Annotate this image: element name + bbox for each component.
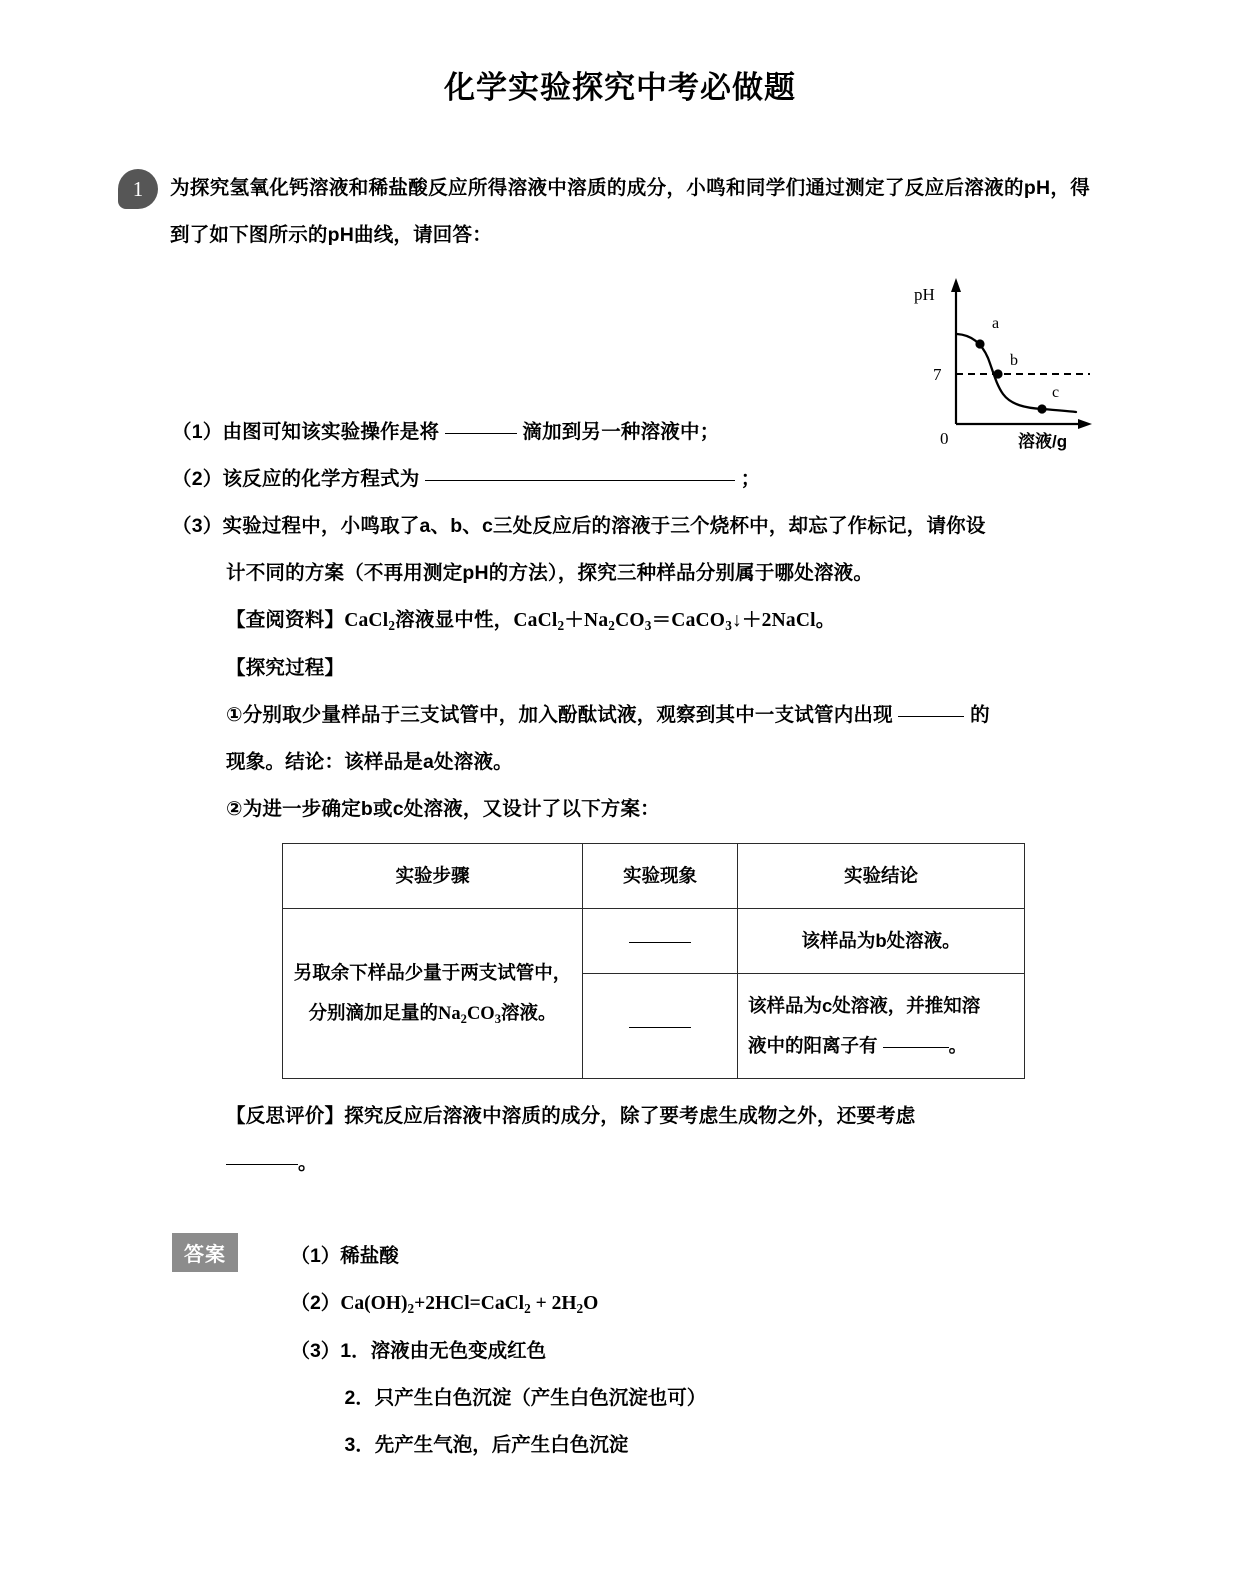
- table-header-step: 实验步骤: [283, 844, 583, 909]
- phenomenon-blank-2[interactable]: [629, 1027, 691, 1028]
- step1-text-before: ①分别取少量样品于三支试管中，加入酚酞试液，观察到其中一支试管内出现: [226, 704, 893, 726]
- answer-item-1: （1）稀盐酸: [290, 1245, 399, 1267]
- sub1-blank[interactable]: [445, 433, 517, 434]
- answer-badge: 答案: [172, 1233, 238, 1272]
- reference-equation: $CaCl_2+Na_2CO_3=CaCO_3↓+2NaCl$。: [513, 610, 836, 633]
- sub-question-3-line1: [172, 503, 1090, 550]
- sub2-text-before: 该反应的化学方程式为: [222, 468, 420, 490]
- reference-text2: 溶液显中性，: [395, 609, 514, 631]
- conclusion2-line1: 该样品为c处溶液，并推知溶: [748, 995, 981, 1016]
- answer-item-4: 2．只产生白色沉淀（产生白色沉淀也可）: [344, 1387, 707, 1409]
- table-header-row: [283, 844, 1025, 909]
- svg-text:c: c: [1052, 384, 1060, 401]
- process-step2: ②为进一步确定b或c处溶液，又设计了以下方案：: [226, 798, 660, 820]
- ph-curve-chart: [900, 272, 1100, 452]
- reference-label: 【查阅资料】: [226, 609, 345, 631]
- reflection-text: 探究反应后溶液中溶质的成分，除了要考虑生成物之外，还要考虑: [344, 1105, 916, 1127]
- sub3-line1: 实验过程中，小鸣取了a、b、c三处反应后的溶液于三个烧杯中，却忘了作标记，请你设: [222, 515, 986, 537]
- sub1-text-before: 由图可知该实验操作是将: [222, 421, 440, 443]
- answer-list: [242, 1233, 706, 1469]
- phenomenon-blank-1[interactable]: [629, 942, 691, 943]
- reflection-line1: [172, 1093, 1090, 1140]
- svg-text:0: 0: [940, 429, 949, 448]
- experiment-table: [282, 843, 1025, 1079]
- question-number-badge: 1: [118, 169, 158, 209]
- table-cell-phenomenon-1[interactable]: [583, 909, 738, 974]
- table-cell-step: [283, 909, 583, 1079]
- table-row: [283, 909, 1025, 974]
- sub2-blank[interactable]: [425, 480, 735, 481]
- reflection-section: [0, 1093, 1240, 1187]
- reference-material: [172, 597, 1090, 645]
- reflection-line2: [172, 1140, 1090, 1187]
- table-header-phenomenon: 实验现象: [583, 844, 738, 909]
- answer-item-5: 3．先产生气泡，后产生白色沉淀: [344, 1434, 629, 1456]
- sub2-text-after: ；: [740, 468, 761, 490]
- step1-text-after: 的: [970, 704, 990, 726]
- svg-text:pH: pH: [914, 285, 935, 304]
- page-title: 化学实验探究中考必做题: [444, 70, 796, 105]
- answer-section: [0, 1233, 1240, 1469]
- question-stem: 为探究氢氧化钙溶液和稀盐酸反应所得溶液中溶质的成分，小鸣和同学们通过测定了反应后溶液的pH，得到了如下图所示的pH曲线，请回答：: [170, 177, 1090, 246]
- process-label: 【探究过程】: [226, 657, 345, 679]
- sub-question-2: [172, 456, 1090, 503]
- svg-text:7: 7: [933, 365, 942, 384]
- answer-item-3: （3）1．溶液由无色变成红色: [290, 1340, 547, 1362]
- reference-text1: CaCl$_2$: [344, 610, 396, 633]
- sub1-prefix: （1）: [172, 421, 223, 443]
- conclusion2-line2-before: 液中的阳离子有: [748, 1035, 878, 1056]
- sub2-prefix: （2）: [172, 468, 223, 490]
- table-cell-conclusion-1: 该样品为b处溶液。: [738, 909, 1025, 974]
- table-cell-phenomenon-2[interactable]: [583, 974, 738, 1079]
- reflection-label: 【反思评价】: [226, 1105, 345, 1127]
- sub-question-3-line2: 计不同的方案（不再用测定pH的方法），探究三种样品分别属于哪处溶液。: [226, 562, 874, 584]
- experiment-table-wrap: [0, 843, 1240, 1079]
- process-step1-line1: [172, 692, 1090, 739]
- sub1-text-after: 滴加到另一种溶液中；: [522, 421, 720, 443]
- process-step1-line2: 现象。结论：该样品是a处溶液。: [226, 751, 513, 773]
- table-cell-conclusion-2: [738, 974, 1025, 1079]
- conclusion2-blank[interactable]: [883, 1047, 949, 1048]
- svg-text:a: a: [992, 315, 1000, 332]
- question-block: [0, 165, 1240, 259]
- svg-text:b: b: [1010, 352, 1018, 369]
- table-step-text: 另取余下样品少量于两支试管中，分别滴加足量的$Na_2CO_3$溶液。: [293, 961, 572, 1026]
- table-header-conclusion: 实验结论: [738, 844, 1025, 909]
- svg-text:溶液/g: 溶液/g: [1018, 432, 1068, 451]
- reflection-line2-after: 。: [298, 1152, 318, 1174]
- step1-blank[interactable]: [898, 716, 964, 717]
- reflection-blank[interactable]: [226, 1164, 298, 1165]
- sub3-prefix: （3）: [172, 515, 223, 537]
- answer-item-2: $(2)Ca(OH)_2+2HCl=CaCl_2 + 2H_2O$: [290, 1292, 599, 1316]
- conclusion2-line2-after: 。: [948, 1035, 968, 1056]
